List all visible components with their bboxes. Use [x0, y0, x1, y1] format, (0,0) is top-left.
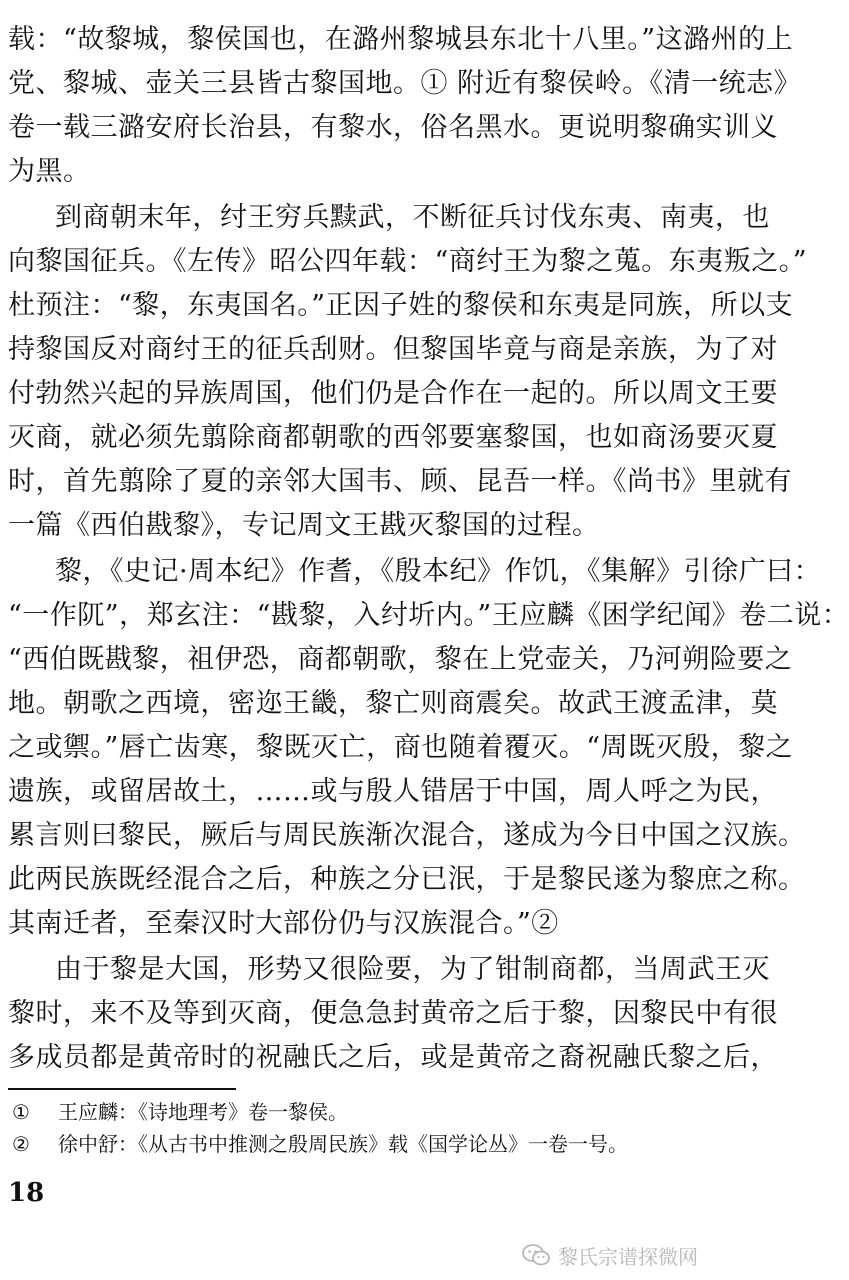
footnote-text: 王应麟：《诗地理考》卷一黎侯。 [58, 1100, 348, 1124]
body-line: 灭商，就必须先翦除商都朝歌的西邻要塞黎国，也如商汤要灭夏 [8, 422, 778, 453]
body-line: 黎，《史记·周本纪》作耆，《殷本纪》作饥，《集解》引徐广曰： [55, 556, 822, 587]
body-line: 多成员都是黄帝时的祝融氏之后，或是黄帝之裔祝融氏黎之后， [8, 1042, 778, 1073]
body-line: 遗族，或留居故土，……或与殷人错居于中国，周人呼之为民， [8, 776, 778, 807]
body-line: 时，首先翦除了夏的亲邻大国韦、顾、昆吾一样。《尚书》里就有 [8, 466, 792, 497]
body-line: 杜预注：“黎，东夷国名。”正因子姓的黎侯和东夷是同族，所以支 [8, 290, 794, 321]
wechat-icon [522, 1244, 550, 1266]
body-line: 黎时，来不及等到灭商，便急急封黄帝之后于黎，因黎民中有很 [8, 998, 778, 1029]
body-line: 由于黎是大国，形势又很险要，为了钳制商都，当周武王灭 [55, 954, 770, 985]
footnote-text: 徐中舒：《从古书中推测之殷周民族》载《国学论丛》一卷一号。 [58, 1132, 628, 1156]
body-line: 党、黎城、壶关三县皆古黎国地。① 附近有黎侯岭。《清一统志》 [8, 68, 802, 99]
footnote-2 [12, 1130, 628, 1158]
body-line: 到商朝末年，纣王穷兵黩武，不断征兵讨伐东夷、南夷，也 [55, 202, 770, 233]
body-line: 此两民族既经混合之后，种族之分已泯，于是黎民遂为黎庶之称。 [8, 864, 806, 895]
body-line: 其南迁者，至秦汉时大部份仍与汉族混合。”② [8, 908, 559, 939]
body-line: 载：“故黎城，黎侯国也，在潞州黎城县东北十八里。”这潞州的上 [8, 24, 794, 55]
body-line: 卷一载三潞安府长治县，有黎水，俗名黑水。更说明黎确实训义 [8, 112, 778, 143]
body-line: 地。朝歌之西境，密迩王畿，黎亡则商震矣。故武王渡孟津，莫 [8, 688, 778, 719]
body-line: 持黎国反对商纣王的征兵刮财。但黎国毕竟与商是亲族，为了对 [8, 334, 778, 365]
page-number: 18 [8, 1178, 45, 1208]
watermark-text: 黎氏宗谱探微网 [558, 1244, 698, 1269]
body-line: 累言则曰黎民，厥后与周民族渐次混合，遂成为今日中国之汉族。 [8, 820, 806, 851]
body-line: “一作阢”，郑玄注：“戡黎，入纣圻内。”王应麟《困学纪闻》卷二说： [8, 600, 849, 631]
footnote-mark: ① [12, 1100, 30, 1124]
body-line: 之或禦。”唇亡齿寒，黎既灭亡，商也随着覆灭。“周既灭殷，黎之 [8, 732, 794, 763]
body-line: 一篇《西伯戡黎》，专记周文王戡灭黎国的过程。 [8, 510, 600, 541]
footnote-mark: ② [12, 1132, 30, 1156]
body-line: 付勃然兴起的异族周国，他们仍是合作在一起的。所以周文王要 [8, 378, 778, 409]
body-line: “西伯既戡黎，祖伊恐，商都朝歌，黎在上党壶关，乃河朔险要之 [8, 644, 793, 675]
body-line: 为黑。 [8, 156, 91, 187]
footnote-1 [12, 1098, 348, 1126]
footnote-divider [8, 1088, 236, 1090]
watermark [522, 1242, 698, 1268]
body-line: 向黎国征兵。《左传》昭公四年载：“商纣王为黎之蒐。东夷叛之。” [8, 246, 808, 277]
